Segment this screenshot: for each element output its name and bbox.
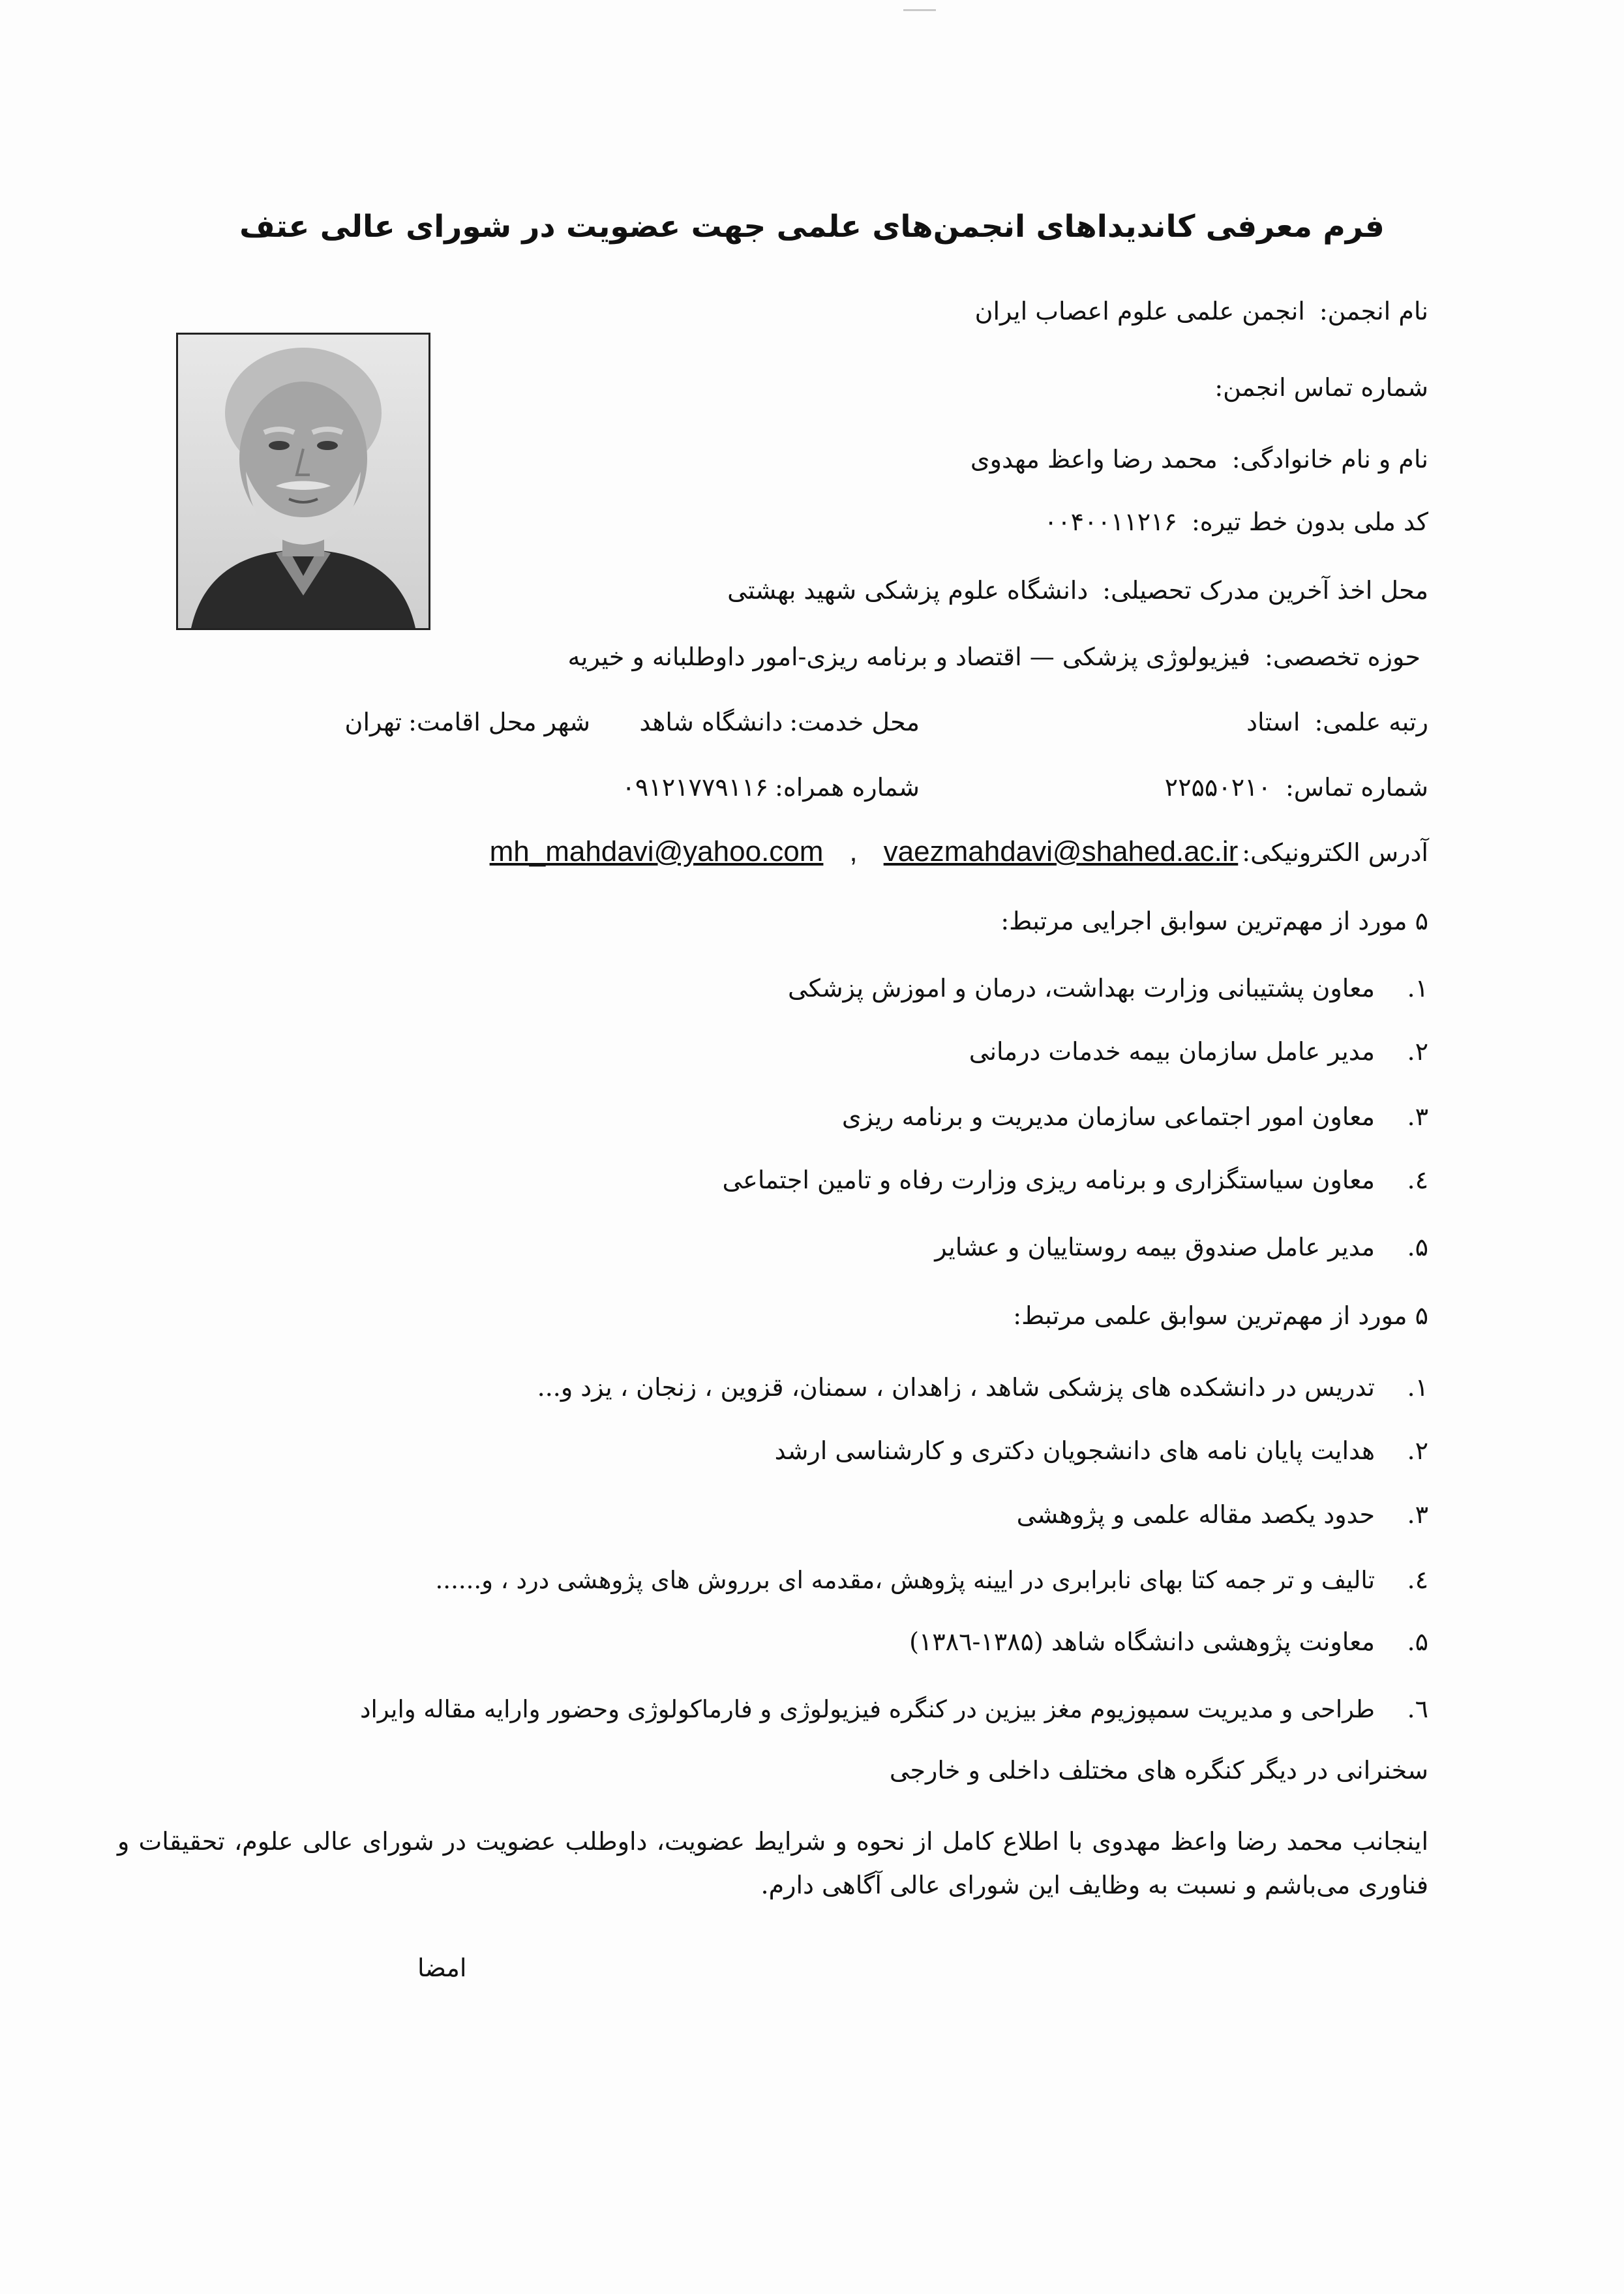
degree-place-value: دانشگاه علوم پزشکی شهید بهشتی [727,576,1089,605]
association-label: نام انجمن: [1319,297,1428,325]
executive-item [969,1037,1428,1067]
item-text: هدایت پایان نامه های دانشجویان دکتری و کارشناسی ارشد [774,1436,1375,1465]
item-text: طراحی و مدیریت سمپوزیوم مغز بیزین در کنگره فیزیولوژی و فارماکولوژی وحضور وارایه مقاله وایراد [359,1695,1375,1723]
item-number: ٤. [1407,1565,1428,1594]
city-value: تهران [344,708,402,736]
mobile-value: ۰۹۱۲۱۷۷۹۱۱۶ [622,773,769,802]
executive-item [788,974,1428,1004]
item-text: مدیر عامل سازمان بیمه خدمات درمانی [969,1037,1375,1066]
association-line [975,297,1428,327]
national-id-line [1044,507,1428,537]
email-label: آدرس الکترونیکی: [1242,838,1428,867]
scientific-item [360,1695,1428,1725]
scientific-item [909,1627,1428,1657]
email-link-shahed[interactable]: vaezmahdavi@shahed.ac.ir [883,836,1239,868]
scientific-item [436,1565,1428,1595]
rank-field [1246,708,1428,738]
association-value: انجمن علمی علوم اعصاب ایران [974,297,1305,325]
phone-field [1165,773,1428,803]
workplace-field [639,708,920,738]
item-number: ٤. [1407,1166,1428,1194]
national-id-value: ۰۰۴۰۰۱۱۲۱۶ [1044,507,1177,536]
executive-item [842,1102,1428,1132]
item-number: ۳. [1407,1500,1428,1529]
portrait-illustration [178,335,429,628]
scientific-item [775,1436,1428,1466]
specialty-label: حوزه تخصصی: [1265,642,1421,671]
item-number: ٦. [1407,1695,1428,1723]
item-text: تدریس در دانشکده های پزشکی شاهد ، زاهدان ، سمنان، قزوین ، زنجان ، یزد و... [537,1373,1375,1402]
national-id-label: کد ملی بدون خط تیره: [1191,507,1428,536]
item-number: ۳. [1407,1102,1428,1131]
item-text: معاونت پژوهشی دانشگاه شاهد (۱۳۸۵-۱۳۸٦) [909,1627,1375,1656]
executive-item [723,1166,1429,1196]
email-link-yahoo[interactable]: mh_mahdavi@yahoo.com [489,836,824,868]
specialty-value: فیزیولوژی پزشکی — اقتصاد و برنامه ریزی-امور داوطلبانه و خیریه [567,642,1251,671]
association-phone-line [1200,373,1428,403]
scientific-item [1017,1500,1428,1530]
fullname-label: نام و نام خانوادگی: [1231,445,1428,474]
fullname-value: محمد رضا واعظ مهدوی [970,445,1218,474]
mobile-field [622,773,920,803]
rank-value: استاد [1246,708,1301,736]
item-number: ۱. [1407,974,1428,1003]
scientific-item-continuation [890,1756,1428,1786]
item-number: ۱. [1407,1373,1428,1402]
item-text: سخنرانی در دیگر کنگره های مختلف داخلی و خارجی [889,1756,1428,1785]
workplace-label: محل خدمت: [789,708,920,736]
signature-label: امضا [417,1954,467,1982]
item-text: معاون امور اجتماعی سازمان مدیریت و برنامه ریزی [841,1102,1375,1131]
item-number: ۲. [1407,1037,1428,1066]
rank-label: رتبه علمی: [1314,708,1428,736]
item-text: تالیف و تر جمه کتا بهای نابرابری در ایینه پژوهش ،مقدمه ای برروش های پژوهشی درد ، و...... [435,1566,1375,1594]
city-label: شهر محل اقامت: [408,708,590,736]
scientific-item [537,1373,1428,1403]
item-text: معاون پشتیبانی وزارت بهداشت، درمان و اموزش پزشکی [788,974,1375,1003]
candidate-photo [176,333,430,630]
email-line [490,835,1428,869]
item-number: ۲. [1407,1436,1428,1465]
item-text: حدود یکصد مقاله علمی و پژوهشی [1016,1500,1375,1529]
item-text: مدیر عامل صندوق بیمه روستاییان و عشایر [935,1233,1375,1261]
fullname-line [970,445,1428,475]
scientific-heading: ۵ مورد از مهم‌ترین سوابق علمی مرتبط: [1013,1301,1428,1330]
executive-heading: ۵ مورد از مهم‌ترین سوابق اجرایی مرتبط: [1000,907,1428,935]
email-separator: , [849,836,858,868]
association-phone-label: شماره تماس انجمن: [1214,373,1428,402]
executive-item [935,1233,1428,1263]
item-number: ۵. [1407,1233,1428,1261]
item-text: معاون سیاستگزاری و برنامه ریزی وزارت رفاه و تامین اجتماعی [722,1166,1375,1194]
degree-place-label: محل اخذ آخرین مدرک تحصیلی: [1102,576,1428,605]
item-number: ۵. [1407,1627,1428,1656]
declaration-paragraph: اینجانب محمد رضا واعظ مهدوی با اطلاع کامل از نحوه و شرایط عضویت، داوطلب عضویت در شورای عالی علوم، تحقیقات و فناوری می‌باشم و نسبت به وظایف این شورای عالی آگاهی دارم. [117,1827,1428,1899]
form-title: فرم معرفی کاندیداهای انجمن‌های علمی جهت عضویت در شورای عالی عتف [239,209,1385,245]
mobile-label: شماره همراه: [775,773,920,802]
phone-value: ۲۲۵۵۰۲۱۰ [1164,773,1271,802]
scan-mark [903,9,936,11]
specialty-line [568,642,1421,672]
phone-label: شماره تماس: [1285,773,1428,802]
degree-place-line [727,576,1428,606]
city-field [345,708,590,738]
workplace-value: دانشگاه شاهد [639,708,783,736]
